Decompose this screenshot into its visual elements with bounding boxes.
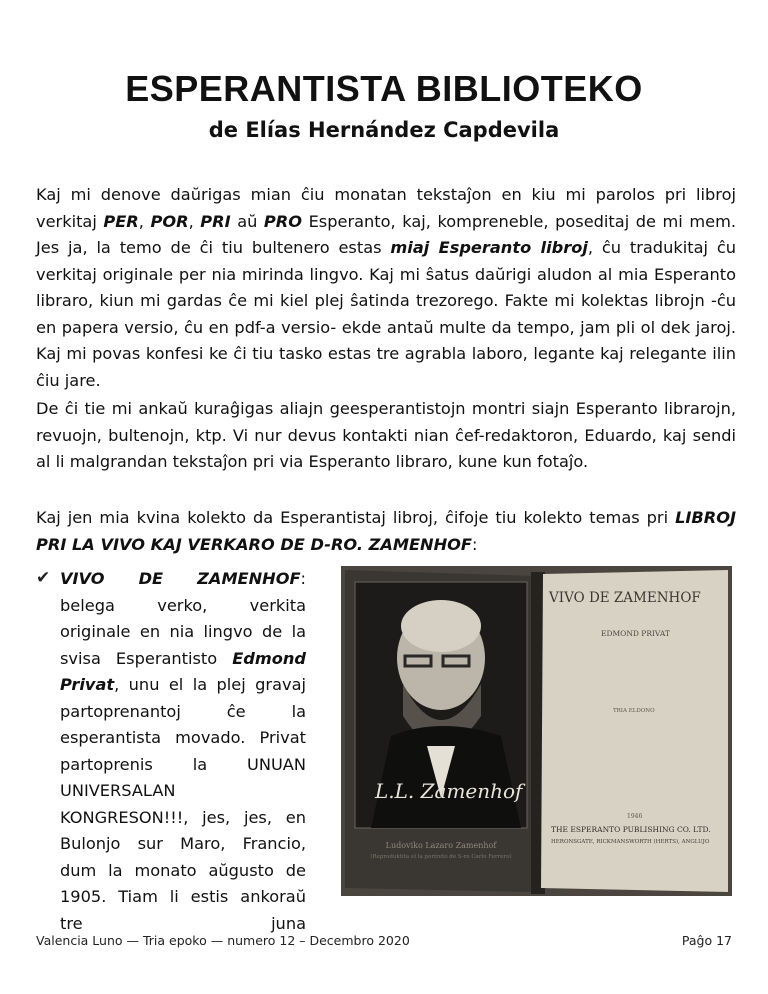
book-entry-text: VIVO DE ZAMENHOF: belega verko, verkita originale en nia lingvo de la svisa Esperantisto Edmond Privat, unu el la plej gravaj partoprenantoj ĉe la esperantista movado. Privat partoprenis la UNUAN UNIVERSALAN KONGRESON!!!, jes, jes, en Bulonjo sur Maro, Francio, dum la monato aŭgusto de 1905. Tiam li estis ankoraŭ tre juna — [60, 569, 306, 933]
portrait-signature: L.L. Zamenhof — [375, 779, 523, 803]
book-title: VIVO DE ZAMENHOF — [549, 590, 701, 606]
portrait-caption: Ludoviko Lazaro Zamenhof — [385, 841, 497, 850]
footer-publication: Valencia Luno — Tria epoko — numero 12 – Decembro 2020 — [36, 933, 410, 948]
book-year: 1946 — [627, 813, 643, 820]
book-photo — [341, 566, 732, 896]
intro-paragraph: Kaj mi denove daŭrigas mian ĉiu monatan tekstaĵon en kiu mi parolos pri libroj verkitaj PER, POR, PRI aŭ PRO Esperanto, kaj, kompreneble, poseditaj de mi mem. Jes ja, la temo de ĉi tiu bultenero estas miaj Esperanto libroj, ĉu tradukitaj ĉu verkitaj originale per nia mirinda lingvo. Kaj mi ŝatus daŭrigi aludon al mia Esperanto libraro, kiun mi gardas ĉe mi kiel plej ŝatinda trezorego. Fakte mi kolektas librojn -ĉu en papera versio, ĉu en pdf-a versio- ekde antaŭ multe da tempo, jam pli ol dek jaroj. Kaj mi povas konfesi ke ĉi tiu tasko estas tre agrabla laboro, legante kaj relegante ilin ĉiu jare. — [36, 185, 736, 390]
article-byline: de Elías Hernández Capdevila — [208, 118, 560, 142]
book-edition: TRIA ELDONO — [613, 708, 655, 714]
book-author: EDMOND PRIVAT — [601, 629, 670, 638]
book-publisher: THE ESPERANTO PUBLISHING CO. LTD. — [551, 825, 711, 834]
encouragement-paragraph: De ĉi tie mi ankaŭ kuraĝigas aliajn geesperantistojn montri siajn Esperanto librarojn, revuojn, bultenojn, ktp. Vi nur devus kontakti nian ĉef-redaktoron, Eduardo, kaj sendi al li malgrandan tekstaĵon pri via Esperanto libraro, kune kun fotaĵo. — [36, 399, 736, 471]
portrait-caption-sub: (Reproduktita el la portreto de S-ro Carlo Ferrero) — [370, 854, 512, 860]
page-title: ESPERANTISTA BIBLIOTEKO — [125, 68, 643, 109]
collection-intro-paragraph: Kaj jen mia kvina kolekto da Esperantistaj libroj, ĉifoje tiu kolekto temas pri LIBROJ PRI LA VIVO KAJ VERKARO DE D-RO. ZAMENHOF: — [36, 508, 736, 554]
page-number: Paĝo 17 — [681, 933, 732, 948]
checkmark-icon: ✔ — [36, 568, 51, 588]
book-address: HERONSGATE, RICKMANSWORTH (HERTS), ANGLUJO — [551, 839, 710, 845]
